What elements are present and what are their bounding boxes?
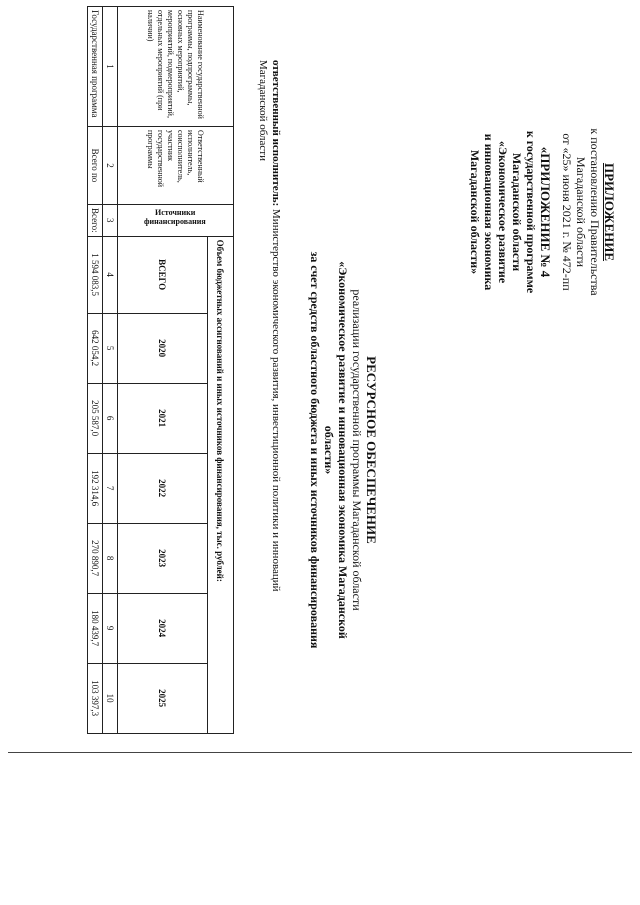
year-header: 2022 [118,453,208,523]
col-number: 10 [103,663,118,733]
row-value: 103 397,3 [88,663,103,733]
row-value: 180 439,7 [88,593,103,663]
col-number: 1 [103,7,118,127]
group-header: Объем бюджетных ассигнований и иных источников финансирования, тыс. рублей: [208,236,234,733]
executor-text: Министерство экономического развития, инвестиционной политики и инноваций [270,209,282,592]
col-number: 6 [103,383,118,453]
column-number-row [103,7,118,734]
appendix-date: от «25» июня 2021 г. № 472-пп [560,133,574,291]
appendix-title: ПРИЛОЖЕНИЕ [602,162,617,262]
year-header: 2021 [118,383,208,453]
col-number: 2 [103,127,118,205]
sub-appendix-line: и инновационная экономика [482,133,496,291]
year-header: 2023 [118,523,208,593]
year-header: 2020 [118,313,208,383]
year-header: 2024 [118,593,208,663]
col-number: 7 [103,453,118,523]
heading-line: реализации государственной программы Магаданской области [350,289,364,611]
row-source: Всего: [88,205,103,237]
heading-line: «Экономическое развитие и инновационная экономика Магаданской области» [322,261,350,639]
heading-title: РЕСУРСНОЕ ОБЕСПЕЧЕНИЕ [364,356,379,544]
year-header: 2025 [118,663,208,733]
sub-appendix-line: к государственной программе [524,130,538,294]
sub-appendix-line: Магаданской области» [468,149,482,275]
col-header-name: Наименование государственной программы, подпрограммы, основных мероприятий, мероприятий, подмероприятий, отдельных мероприятий (при наличии) [118,7,234,127]
document-heading [308,250,378,650]
appendix-line: Магаданской области [574,156,588,268]
col-number: 3 [103,205,118,237]
year-header: ВСЕГО [118,236,208,313]
responsible-executor [256,60,282,700]
executor-text-cont: Магаданской области [257,60,269,161]
col-header-source: Источники финансирования [118,205,234,237]
heading-line: за счет средств областного бюджета и иных источников финансирования [308,251,322,649]
row-value: 192 314,6 [88,453,103,523]
appendix-header [468,62,616,362]
sub-appendix-title: «ПРИЛОЖЕНИЕ № 4 [538,146,553,278]
col-number: 9 [103,593,118,663]
appendix-line: к постановлению Правительства [588,128,602,296]
page-divider [8,752,632,753]
col-number: 8 [103,523,118,593]
row-value: 205 587,0 [88,383,103,453]
sub-appendix-line: Магаданской области [510,152,524,272]
row-name: Государственная программа [88,7,103,127]
row-executor: Всего по [88,127,103,205]
executor-label: ответственный исполнитель: [270,60,282,207]
row-value: 642 054,2 [88,313,103,383]
table-row [88,7,103,734]
col-header-executor: Ответственный исполнитель, соисполнитель, участник государственной программы [118,127,234,205]
row-value: 1 594 083,5 [88,236,103,313]
sub-appendix-line: «Экономическое развитие [496,140,510,284]
col-number: 4 [103,236,118,313]
col-number: 5 [103,313,118,383]
row-value: 270 890,7 [88,523,103,593]
resource-table [87,6,234,734]
